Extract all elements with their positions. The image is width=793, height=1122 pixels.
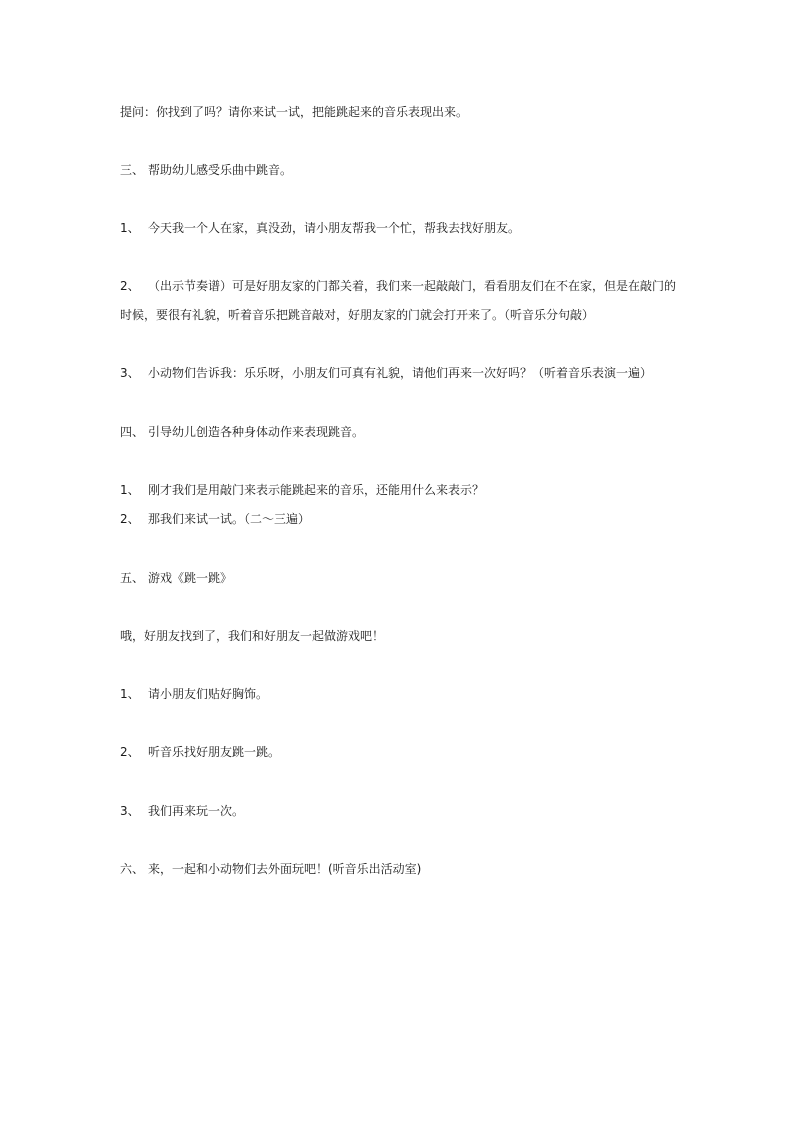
section-three-heading: 三、 帮助幼儿感受乐曲中跳音。 bbox=[120, 163, 293, 177]
step-number: 1、 bbox=[120, 687, 140, 701]
question-line: 提问：你找到了吗？请你来试一试，把能跳起来的音乐表现出来。 bbox=[120, 105, 469, 119]
step-item: 1、 今天我一个人在家，真没劲，请小朋友帮我一个忙，帮我去找好朋友。 bbox=[120, 221, 521, 235]
step-number: 2、 bbox=[120, 512, 140, 526]
step-item: 2、 （出示节奏谱）可是好朋友家的门都关着，我们来一起敲敲门，看看朋友们在不在家，但是在敲门的时候，要很有礼貌，听着音乐把跳音敲对，好朋友家的门就会打开来了。（听音乐分句敲） bbox=[120, 272, 680, 330]
step-number: 2、 bbox=[120, 279, 140, 293]
step-number: 3、 bbox=[120, 804, 140, 818]
section-number: 四、 bbox=[120, 425, 145, 439]
section-six-heading: 六、 来，一起和小动物们去外面玩吧！(听音乐出活动室) bbox=[120, 862, 422, 876]
step-number: 1、 bbox=[120, 221, 140, 235]
step-number: 2、 bbox=[120, 745, 140, 759]
intro-line: 哦，好朋友找到了，我们和好朋友一起做游戏吧！ bbox=[120, 629, 385, 643]
section-number: 五、 bbox=[120, 571, 145, 585]
section-number: 六、 bbox=[120, 862, 145, 876]
section-four-heading: 四、 引导幼儿创造各种身体动作来表现跳音。 bbox=[120, 425, 365, 439]
step-item: 1、 请小朋友们贴好胸饰。 bbox=[120, 687, 269, 701]
step-item: 3、 小动物们告诉我：乐乐呀，小朋友们可真有礼貌，请他们再来一次好吗？（听着音乐表演一遍） bbox=[120, 366, 653, 380]
step-item: 1、 刚才我们是用敲门来表示能跳起来的音乐，还能用什么来表示？ bbox=[120, 483, 485, 497]
step-number: 1、 bbox=[120, 483, 140, 497]
step-item: 2、 听音乐找好朋友跳一跳。 bbox=[120, 745, 281, 759]
step-item: 2、 那我们来试一试。（二～三遍） bbox=[120, 512, 311, 526]
step-item: 3、 我们再来玩一次。 bbox=[120, 804, 245, 818]
section-five-heading: 五、 游戏《跳一跳》 bbox=[120, 571, 233, 585]
section-number: 三、 bbox=[120, 163, 145, 177]
step-number: 3、 bbox=[120, 366, 140, 380]
